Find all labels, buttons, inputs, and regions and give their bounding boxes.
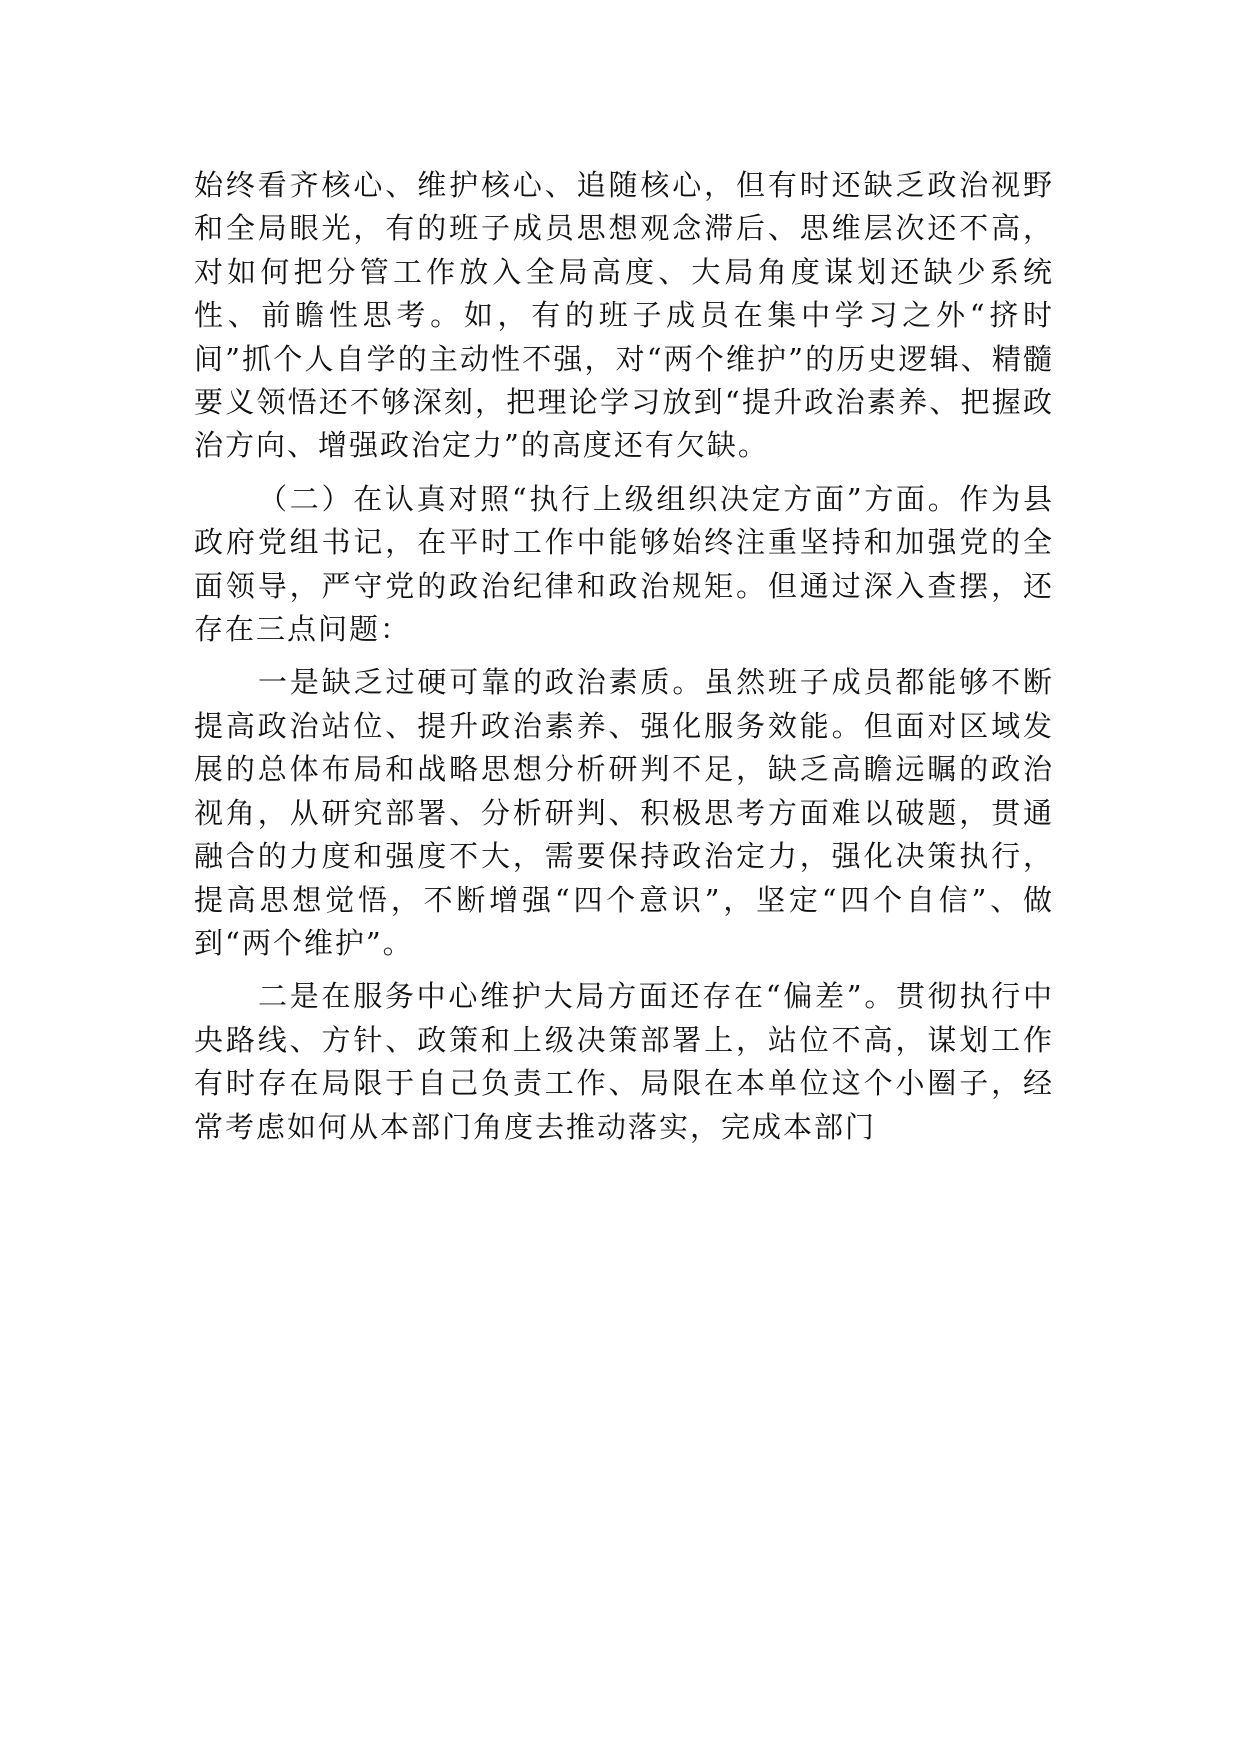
paragraph-section-two: （二）在认真对照“执行上级组织决定方面”方面。作为县政府党组书记，在平时工作中能够始终注重坚持和加强党的全面领导，严守党的政治纪律和政治规矩。但通过深入查摆，还存在三点问题： xyxy=(194,481,1054,647)
paragraph-problem-one: 一是缺乏过硬可靠的政治素质。虽然班子成员都能够不断提高政治站位、提升政治素养、强化服务效能。但面对区域发展的总体布局和战略思想分析研判不足，缺乏高瞻远瞩的政治视角，从研究部署、分析研判、积极思考方面难以破题，贯通融合的力度和强度不大，需要保持政治定力，强化决策执行，提高思想觉悟，不断增强“四个意识”，坚定“四个自信”、做到“两个维护”。 xyxy=(194,665,1054,960)
document-body xyxy=(194,164,1054,1149)
paragraph-problem-two: 二是在服务中心维护大局方面还存在“偏差”。贯彻执行中央路线、方针、政策和上级决策部署上，站位不高，谋划工作有时存在局限于自己负责工作、局限在本单位这个小圈子，经常考虑如何从本部门角度去推动落实，完成本部门 xyxy=(194,979,1054,1144)
paragraph-continued: 始终看齐核心、维护核心、追随核心，但有时还缺乏政治视野和全局眼光，有的班子成员思想观念滞后、思维层次还不高，对如何把分管工作放入全局高度、大局角度谋划还缺少系统性、前瞻性思考。如，有的班子成员在集中学习之外“挤时间”抓个人自学的主动性不强，对“两个维护”的历史逻辑、精髓要义领悟还不够深刻，把理论学习放到“提升政治素养、把握政治方向、增强政治定力”的高度还有欠缺。 xyxy=(194,168,1054,463)
